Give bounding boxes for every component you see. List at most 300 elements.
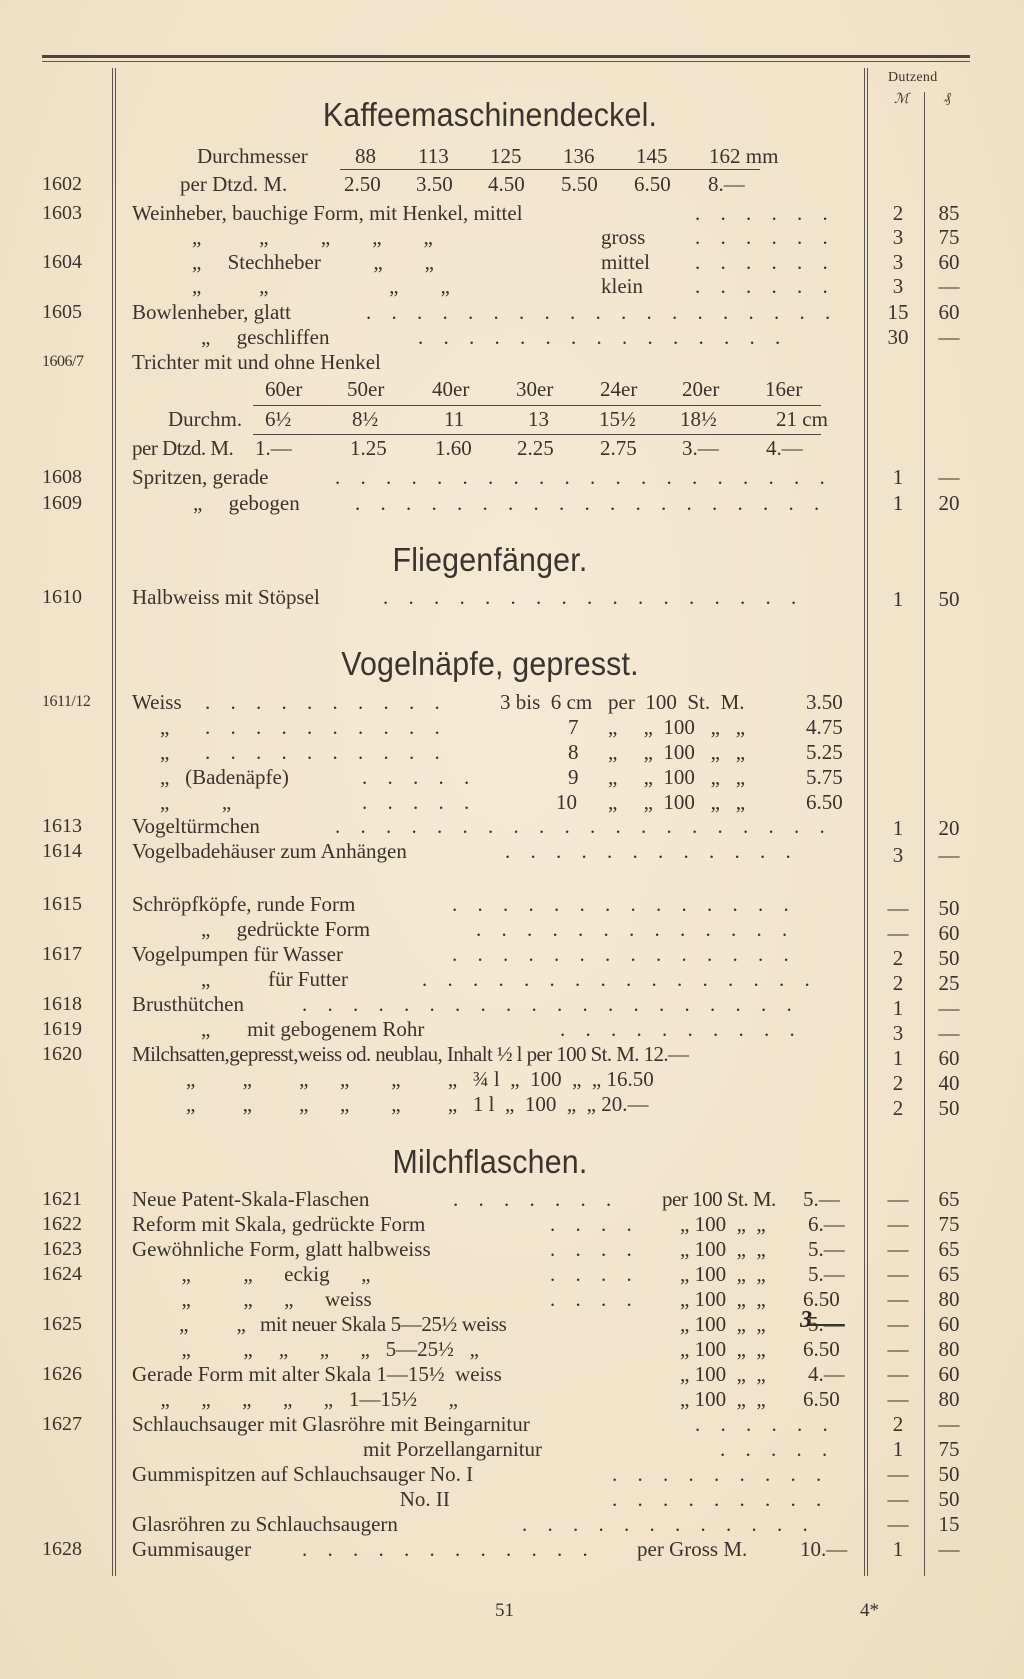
dot-leader: . . . . . . . . . . . . . . . . . . . (366, 300, 838, 324)
item-description: Bowlenheber, glatt (132, 300, 291, 324)
trichter-diameter-6: 18½ (680, 407, 717, 431)
trichter-size-5: 24er (600, 377, 638, 401)
trichter-diameter-3: 11 (444, 407, 465, 431)
article-number: 1626 (42, 1363, 82, 1385)
price-pfennig: 85 (938, 201, 960, 225)
kaffee-price-5: 6.50 (634, 172, 671, 196)
dot-leader: . . . . . . . . . . . . . . (452, 942, 797, 966)
trichter-price-2: 1.25 (350, 436, 387, 460)
item-description: Brusthütchen (132, 992, 244, 1016)
dot-leader: . . . . (550, 1212, 640, 1236)
dot-leader: . . . . . . . . . . . . (522, 1512, 816, 1536)
price-pfennig: 65 (938, 1262, 960, 1286)
unit-price: 6.— (808, 1212, 845, 1236)
list-item (0, 1042, 1024, 1070)
price-pfennig: 60 (938, 1046, 960, 1070)
article-number: 1605 (42, 301, 82, 323)
list-item (0, 201, 1024, 225)
price-mark: 1 (892, 1046, 904, 1070)
price-mark: 2 (892, 1412, 904, 1436)
unit-price: 4.— (808, 1362, 845, 1386)
dot-leader: . . . . . . . . . . . . . (476, 917, 795, 941)
trichter-price-3: 1.60 (435, 436, 472, 460)
unit-label: „ 100 „ „ (680, 1287, 766, 1311)
list-item (0, 300, 1024, 324)
price-mark: — (887, 1312, 909, 1336)
list-item (0, 1092, 1024, 1120)
price-pfennig: 60 (938, 250, 960, 274)
price-mark: 2 (892, 201, 904, 225)
unit-price: 6.50 (803, 1387, 840, 1411)
item-description: „ „ „ „ „ 5—25½ „ (150, 1337, 479, 1361)
price-pfennig: 80 (938, 1337, 960, 1361)
list-item (0, 790, 1024, 814)
price-pfennig: — (938, 1412, 960, 1436)
item-description: Schröpfköpfe, runde Form (132, 892, 356, 916)
dot-leader: . . . . . . . . . . . . . . . . . . . . (302, 992, 800, 1016)
ditto-marks: „ „ „ „ (192, 274, 450, 298)
price-mark: 2 (892, 1071, 904, 1095)
price-mark: — (887, 921, 909, 945)
list-item (0, 917, 1024, 945)
kaffee-price-row (0, 172, 1024, 196)
trichter-diameter-label: Durchm. (168, 407, 243, 431)
item-description: Gummispitzen auf Schlauchsauger No. I (132, 1462, 474, 1486)
kaffee-diameter-3: 125 (490, 144, 522, 168)
dot-leader: . . . . . . (695, 201, 836, 225)
unit-label: „ 100 „ „ (680, 1387, 766, 1411)
item-description: „ „ „ „ „ „ ¾ l „ 100 „ „ 16.50 (186, 1067, 654, 1091)
price-pfennig: 60 (938, 1312, 960, 1336)
kaffee-price-3: 4.50 (488, 172, 525, 196)
price-pfennig: — (938, 1537, 960, 1561)
price-mark: 2 (892, 971, 904, 995)
article-number: 1624 (42, 1263, 82, 1285)
trichter-size-4: 30er (516, 377, 554, 401)
price-mark: — (887, 1387, 909, 1411)
dot-leader: . . . . . . . . . . . . . . . . . (383, 585, 804, 609)
list-item (0, 325, 1024, 349)
article-number: 1620 (42, 1043, 82, 1065)
ditto-marks: „ „ (160, 790, 232, 814)
item-description: „ (Badenäpfe) (160, 765, 289, 789)
trichter-size-1: 60er (265, 377, 303, 401)
item-description: Vogelpumpen für Wasser (132, 942, 343, 966)
price-pfennig: 60 (938, 921, 960, 945)
article-number: 1604 (42, 251, 82, 273)
unit-price: 6.50 (806, 790, 843, 814)
kaffee-diameter-row (0, 144, 1024, 168)
trichter-size-3: 40er (432, 377, 470, 401)
dot-leader: . . . . . . . . . . (560, 1017, 803, 1041)
dot-leader: . . . . . . . . . . (205, 690, 448, 714)
trichter-price-5: 2.75 (600, 436, 637, 460)
kaffee-table-rule (340, 169, 760, 170)
dot-leader: . . . . . . . . . . . . . . . . . . . . (335, 465, 833, 489)
article-number: 1628 (42, 1538, 82, 1560)
dot-leader: . . . . . . (695, 274, 836, 298)
list-item (0, 1362, 1024, 1386)
article-number: 1622 (42, 1213, 82, 1235)
unit-price: 5.25 (806, 740, 843, 764)
dot-leader: . . . . . . . . . . . . (302, 1537, 596, 1561)
item-description: Reform mit Skala, gedrückte Form (132, 1212, 426, 1236)
item-description: Milchsatten,gepresst,weiss od. neublau, Inhalt ½ l per 100 St. M. 12.— (132, 1042, 689, 1066)
item-description: „ mit gebogenem Rohr (180, 1017, 425, 1041)
item-description: Neue Patent-Skala-Flaschen (132, 1187, 370, 1211)
article-number: 1614 (42, 840, 82, 862)
price-mark: — (887, 1187, 909, 1211)
dot-leader: . . . . . . . . . . . . . . . . . . . (355, 491, 827, 515)
article-number: 1619 (42, 1018, 82, 1040)
trichter-table-rule (253, 434, 821, 435)
price-pfennig: 25 (938, 971, 960, 995)
price-pfennig: 20 (938, 816, 960, 840)
list-item (0, 1537, 1024, 1561)
unit-label: „ 100 „ „ (680, 1362, 766, 1386)
list-item (0, 585, 1024, 609)
dot-leader: . . . . . (720, 1437, 835, 1461)
list-item (0, 1287, 1024, 1311)
dot-leader: . . . . . (362, 790, 477, 814)
price-mark: 1 (892, 1537, 904, 1561)
price-pfennig: 75 (938, 1437, 960, 1461)
dot-leader: . . . . . . . . . . . . . . (452, 892, 797, 916)
trichter-diameter-1: 6½ (265, 407, 292, 431)
price-mark: — (887, 1262, 909, 1286)
list-item (0, 1187, 1024, 1211)
section-title-fliegenfaenger: Fliegenfänger. (392, 541, 588, 578)
price-pfennig: 75 (938, 225, 960, 249)
list-item (0, 1512, 1024, 1536)
kaffee-price-6: 8.— (708, 172, 745, 196)
price-mark: 3 (892, 1021, 904, 1045)
list-item (0, 765, 1024, 789)
item-description: Vogelbadehäuser zum Anhängen (132, 839, 407, 863)
price-pfennig: 80 (938, 1387, 960, 1411)
article-number: 1621 (42, 1188, 82, 1210)
item-description: „ Stechheber „ „ (192, 250, 435, 274)
list-item (0, 1212, 1024, 1236)
trichter-price-4: 2.25 (517, 436, 554, 460)
price-mark: 2 (892, 1096, 904, 1120)
article-number: 1609 (42, 492, 82, 514)
unit-price: 3.50 (806, 690, 843, 714)
price-mark: — (887, 1237, 909, 1261)
price-pfennig: 75 (938, 1212, 960, 1236)
top-double-rule-thin (42, 61, 970, 62)
list-item (0, 1017, 1024, 1045)
item-description: Halbweiss mit Stöpsel (132, 585, 320, 609)
unit-label: per 100 St. M. (662, 1187, 776, 1211)
list-item (0, 992, 1024, 1020)
price-pfennig: — (938, 996, 960, 1020)
dutzend-header: Dutzend (888, 70, 938, 85)
dot-leader: . . . . (550, 1287, 640, 1311)
dot-leader: . . . . . . . (453, 1187, 619, 1211)
pfennig-column-header: ₰ (944, 91, 951, 106)
size-range: 7 (568, 715, 579, 739)
unit-price: 6.50 (803, 1287, 840, 1311)
dot-leader: . . . . . . . . . . (205, 740, 448, 764)
signature-mark: 4* (860, 1600, 879, 1621)
trichter-price-label: per Dtzd. M. (132, 436, 234, 460)
article-number: 1625 (42, 1313, 82, 1335)
price-pfennig: 40 (938, 1071, 960, 1095)
dot-leader: . . . . . . . . . . (205, 715, 448, 739)
price-pfennig: 65 (938, 1187, 960, 1211)
unit-price: 5.75 (806, 765, 843, 789)
price-mark: 1 (892, 996, 904, 1020)
unit-price-struck: 5.— (808, 1312, 845, 1336)
unit-price: 4.75 (806, 715, 843, 739)
dot-leader: . . . . (550, 1262, 640, 1286)
unit-label: „ 100 „ „ (680, 1212, 766, 1236)
item-description: Gummisauger (132, 1537, 251, 1561)
list-item (0, 491, 1024, 515)
unit-label: „ 100 „ „ (680, 1262, 766, 1286)
list-item (0, 1337, 1024, 1361)
price-mark: — (887, 1212, 909, 1236)
item-description: Gewöhnliche Form, glatt halbweiss (132, 1237, 431, 1261)
unit-label: „ 100 „ „ (680, 1312, 766, 1336)
item-variant: gross (601, 225, 646, 249)
price-mark: 1 (892, 587, 904, 611)
list-item (0, 1387, 1024, 1411)
list-item (0, 1487, 1024, 1511)
list-item (0, 967, 1024, 995)
unit-label: „ „ 100 „ „ (608, 740, 746, 764)
kaffee-diameter-label: Durchmesser (197, 144, 308, 168)
price-pfennig: — (938, 843, 960, 867)
item-description: „ gedrückte Form (180, 917, 371, 941)
article-number: 1618 (42, 993, 82, 1015)
price-pfennig: — (938, 274, 960, 298)
price-mark: — (887, 1512, 909, 1536)
item-description: Trichter mit und ohne Henkel (132, 350, 381, 374)
kaffee-price-2: 3.50 (416, 172, 453, 196)
item-description: „ für Futter (180, 967, 348, 991)
article-number: 1615 (42, 893, 82, 915)
item-description: mit Porzellangarnitur (132, 1437, 543, 1461)
item-variant: klein (601, 274, 643, 298)
size-range: 3 bis 6 cm (500, 690, 593, 714)
trichter-diameter-2: 8½ (352, 407, 379, 431)
trichter-size-row (0, 377, 1024, 401)
price-pfennig: 80 (938, 1287, 960, 1311)
article-number: 1611/12 (42, 693, 91, 710)
dot-leader: . . . . . . . . . . . . . . . . (422, 967, 818, 991)
dot-leader: . . . . . . . . . . . . (505, 839, 799, 863)
trichter-diameter-7: 21 cm (776, 407, 828, 431)
price-pfennig: — (938, 1021, 960, 1045)
article-number: 1608 (42, 466, 82, 488)
trichter-size-2: 50er (347, 377, 385, 401)
unit-label: „ „ 100 „ „ (608, 790, 746, 814)
price-mark: 3 (892, 250, 904, 274)
price-pfennig: 50 (938, 896, 960, 920)
kaffee-price-4: 5.50 (561, 172, 598, 196)
list-item (0, 740, 1024, 764)
section-title-kaffeemaschinendeckel: Kaffeemaschinendeckel. (322, 96, 658, 133)
article-number: 1627 (42, 1413, 82, 1435)
trichter-diameter-row (0, 407, 1024, 431)
price-pfennig: 50 (938, 1462, 960, 1486)
list-item (0, 1437, 1024, 1461)
trichter-price-6: 3.— (682, 436, 719, 460)
price-pfennig: 50 (938, 587, 960, 611)
unit-label: „ „ 100 „ „ (608, 715, 746, 739)
unit-label: „ „ 100 „ „ (608, 765, 746, 789)
item-variant: mittel (601, 250, 650, 274)
price-pfennig: 50 (938, 1096, 960, 1120)
trichter-size-7: 16er (765, 377, 803, 401)
dot-leader: . . . . . . . . . (612, 1487, 829, 1511)
list-item (0, 465, 1024, 489)
list-item (0, 250, 1024, 274)
item-description: „ „ „ weiss (150, 1287, 372, 1311)
article-number: 1603 (42, 202, 82, 224)
list-item (0, 350, 1024, 374)
section-title-milchflaschen: Milchflaschen. (392, 1143, 588, 1180)
list-item (0, 1067, 1024, 1095)
article-number: 1613 (42, 815, 82, 837)
price-pfennig: — (938, 325, 960, 349)
page-number: 51 (495, 1600, 514, 1621)
list-item (0, 892, 1024, 920)
list-item (0, 225, 1024, 249)
price-pfennig: 15 (938, 1512, 960, 1536)
price-mark: 30 (887, 325, 909, 349)
ditto-marks: „ (160, 715, 170, 739)
price-pfennig: — (938, 465, 960, 489)
item-description: „ „ „ „ „ „ 1 l „ 100 „ „ 20.— (186, 1092, 649, 1116)
unit-price: 5.— (803, 1187, 840, 1211)
list-item (0, 1462, 1024, 1486)
dot-leader: . . . . . . (695, 250, 836, 274)
list-item (0, 1262, 1024, 1286)
article-number: 1617 (42, 943, 82, 965)
item-description: „ gebogen (172, 491, 300, 515)
item-description: Weinheber, bauchige Form, mit Henkel, mittel (132, 201, 523, 225)
kaffee-diameter-4: 136 (563, 144, 595, 168)
kaffee-diameter-1: 88 (355, 144, 376, 168)
price-mark: — (887, 1362, 909, 1386)
article-number: 1606/7 (42, 353, 84, 370)
unit-price: 10.— (800, 1537, 848, 1561)
kaffee-diameter-6: 162 mm (709, 144, 779, 168)
item-description: „ „ eckig „ (150, 1262, 371, 1286)
list-item (0, 839, 1024, 867)
top-double-rule (42, 55, 970, 58)
item-description: Vogeltürmchen (132, 814, 260, 838)
price-mark: — (887, 1487, 909, 1511)
unit-price: 6.50 (803, 1337, 840, 1361)
size-range: 8 (568, 740, 579, 764)
dot-leader: . . . . . . (695, 1412, 836, 1436)
unit-label: per Gross M. (637, 1537, 748, 1561)
trichter-price-7: 4.— (766, 436, 803, 460)
item-description: „ „ „ „ „ 1—15½ „ (150, 1387, 458, 1411)
ditto-marks: „ (160, 740, 170, 764)
article-number: 1623 (42, 1238, 82, 1260)
unit-label: per 100 St. M. (608, 690, 745, 714)
unit-price: 5.— (808, 1262, 845, 1286)
price-mark: 3 (892, 225, 904, 249)
price-mark: 1 (892, 1437, 904, 1461)
dot-leader: . . . . . . . . . . . . . . . . . . . . (335, 814, 833, 838)
list-item (0, 690, 1024, 714)
item-description: No. II (132, 1487, 450, 1511)
price-mark: 2 (892, 946, 904, 970)
price-mark: — (887, 1462, 909, 1486)
price-pfennig: 60 (938, 1362, 960, 1386)
trichter-price-row (0, 436, 1024, 460)
item-description: Gerade Form mit alter Skala 1—15½ weiss (132, 1362, 502, 1386)
trichter-size-6: 20er (682, 377, 720, 401)
dot-leader: . . . . . (362, 765, 477, 789)
size-range: 10 (556, 790, 577, 814)
item-description: „ geschliffen (180, 325, 330, 349)
price-mark: — (887, 896, 909, 920)
kaffee-price-1: 2.50 (344, 172, 381, 196)
price-mark: 15 (887, 300, 909, 324)
list-item (0, 1237, 1024, 1261)
article-number: 1610 (42, 586, 82, 608)
list-item (0, 814, 1024, 838)
price-mark: 1 (892, 491, 904, 515)
article-number: 1602 (42, 173, 82, 195)
price-mark: 3 (892, 274, 904, 298)
size-range: 9 (568, 765, 579, 789)
dot-leader: . . . . . . . . . . . . . . . (418, 325, 788, 349)
trichter-price-1: 1.— (255, 436, 292, 460)
item-description: Spritzen, gerade (132, 465, 269, 489)
handwritten-price-correction: 3 (800, 1307, 812, 1333)
price-mark: — (887, 1287, 909, 1311)
dot-leader: . . . . (550, 1237, 640, 1261)
price-pfennig: 50 (938, 1487, 960, 1511)
price-mark: 1 (892, 816, 904, 840)
list-item (0, 1412, 1024, 1436)
trichter-table-rule (253, 405, 821, 406)
trichter-diameter-5: 15½ (599, 407, 636, 431)
unit-label: „ 100 „ „ (680, 1237, 766, 1261)
price-pfennig: 60 (938, 300, 960, 324)
list-item (0, 942, 1024, 970)
kaffee-diameter-5: 145 (636, 144, 668, 168)
price-mark: 3 (892, 843, 904, 867)
kaffee-diameter-2: 113 (418, 144, 449, 168)
dot-leader: . . . . . . (695, 225, 836, 249)
list-item (0, 274, 1024, 298)
kaffee-price-label: per Dtzd. M. (180, 172, 288, 196)
list-item (0, 1307, 1024, 1336)
section-title-vogelnaepfe: Vogelnäpfe, gepresst. (341, 645, 639, 682)
unit-price: 5.— (808, 1237, 845, 1261)
trichter-diameter-4: 13 (528, 407, 549, 431)
ditto-marks: „ „ „ „ „ (192, 225, 433, 249)
price-mark: — (887, 1337, 909, 1361)
dot-leader: . . . . . . . . . (612, 1462, 829, 1486)
item-description: Glasröhren zu Schlauchsaugern (132, 1512, 398, 1536)
price-pfennig: 20 (938, 491, 960, 515)
item-description: Schlauchsauger mit Glasröhre mit Beingarnitur (132, 1412, 530, 1436)
price-pfennig: 50 (938, 946, 960, 970)
mark-column-header: ℳ (894, 92, 909, 107)
item-description: „ „ mit neuer Skala 5—25½ weiss (150, 1312, 507, 1336)
list-item (0, 715, 1024, 739)
